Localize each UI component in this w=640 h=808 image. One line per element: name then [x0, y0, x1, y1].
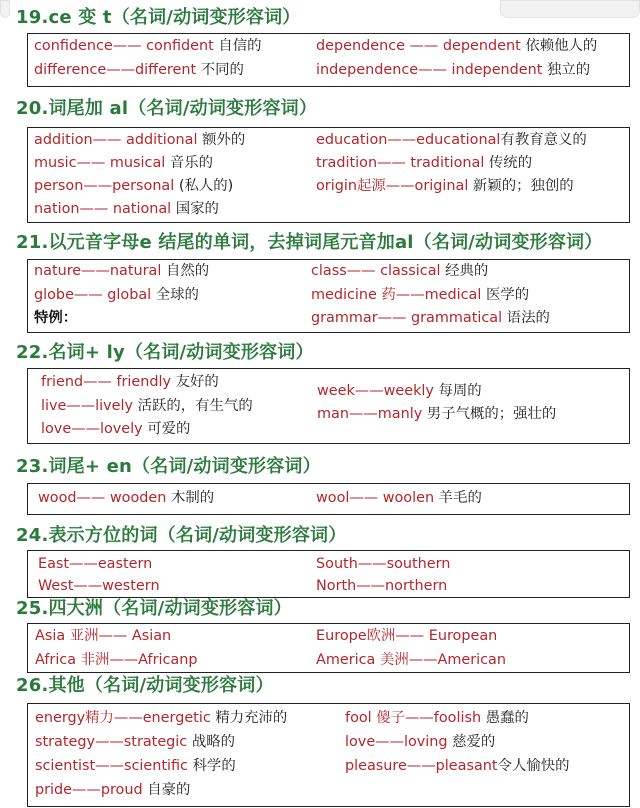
word-pair: confidence—— confident [34, 38, 214, 54]
list-item [345, 732, 495, 752]
word-pair: class—— classical [311, 263, 441, 279]
section-box [27, 623, 630, 673]
meaning: 传统的 [488, 155, 533, 171]
list-item [311, 285, 529, 305]
word-pair: globe—— global [34, 287, 152, 303]
list-item [34, 60, 244, 80]
meaning: 可爱的 [147, 421, 191, 437]
list-item [316, 488, 482, 508]
word-pair: pride——proud [35, 782, 143, 798]
meaning: 依赖他人的 [525, 38, 598, 54]
word-pair: music—— musical [34, 155, 166, 171]
meaning: 精力充沛的 [215, 710, 288, 726]
list-item [316, 36, 597, 56]
meaning: 语法的 [506, 310, 550, 326]
top-right-tab [500, 0, 640, 18]
meaning: 新颖的；独创的 [472, 178, 574, 194]
list-item [345, 708, 529, 728]
section-title: 20.词尾加 al（名词/动词变形容词） [16, 98, 318, 119]
list-item [317, 404, 556, 424]
list-item [316, 130, 587, 150]
section-title: 26.其他（名词/动词变形容词） [16, 675, 274, 696]
word-pair: wood—— wooden [38, 490, 167, 506]
word-pair: tradition—— traditional [316, 155, 485, 171]
special-label: 特例： [34, 310, 78, 326]
word-pair: Europe欧洲—— European [316, 628, 498, 644]
word-pair: live——lively [41, 398, 134, 414]
special-case-label [34, 308, 77, 328]
list-item [35, 650, 197, 670]
meaning: 每周的 [438, 383, 482, 399]
list-item [316, 576, 447, 596]
word-pair: scientist——scientific [35, 758, 188, 774]
list-item [311, 308, 550, 328]
meaning: 独立的 [547, 62, 591, 78]
meaning: 战略的 [191, 734, 235, 750]
meaning: 国家的 [175, 201, 219, 217]
list-item [316, 60, 590, 80]
meaning: 全球的 [155, 287, 199, 303]
word-pair: Africa 非洲——Africanp [35, 652, 198, 668]
list-item [35, 756, 236, 776]
word-pair: energy精力——energetic [35, 710, 211, 726]
section-box [27, 703, 630, 807]
meaning: 男子气概的；强壮的 [426, 406, 557, 422]
list-item [34, 176, 233, 196]
section-box [27, 259, 630, 333]
meaning: 不同的 [200, 62, 244, 78]
section-title: 24.表示方位的词（名词/动词变形容词） [16, 525, 347, 546]
meaning: 音乐的 [169, 155, 214, 171]
meaning: 慈爱的 [452, 734, 496, 750]
section-title: 23.词尾+ en（名词/动词变形容词） [16, 456, 321, 477]
word-pair: grammar—— grammatical [311, 310, 503, 326]
word-pair: dependence —— dependent [316, 38, 521, 54]
word-pair: pleasure——pleasant [345, 758, 498, 774]
section-title: 19.ce 变 t（名词/动词变形容词） [16, 7, 301, 28]
word-pair: origin起源——original [316, 178, 469, 194]
word-pair: nature——natural [34, 263, 162, 279]
section-box [27, 368, 630, 444]
meaning: 科学的 [192, 758, 236, 774]
list-item [41, 372, 219, 392]
section-box [27, 550, 630, 598]
meaning: 自信的 [218, 38, 262, 54]
meaning: 友好的 [175, 374, 219, 390]
word-pair: North——northern [316, 578, 448, 594]
word-pair: West——western [38, 578, 160, 594]
list-item [41, 419, 190, 439]
meaning: 愚蠢的 [485, 710, 529, 726]
word-pair: person——personal [34, 178, 175, 194]
meaning: 令人愉快的 [497, 758, 570, 774]
word-pair: love——lovely [41, 421, 143, 437]
list-item [345, 756, 570, 776]
list-item [34, 36, 262, 56]
word-pair: education——educational [316, 132, 501, 148]
list-item [34, 285, 199, 305]
list-item [35, 780, 190, 800]
word-pair: addition—— additional [34, 132, 198, 148]
word-pair: difference——different [34, 62, 197, 78]
list-item [34, 153, 213, 173]
section-box [27, 33, 630, 87]
meaning: 自豪的 [147, 782, 191, 798]
meaning: 经典的 [445, 263, 489, 279]
list-item [317, 381, 482, 401]
meaning: 自然的 [165, 263, 210, 279]
meaning: 羊毛的 [438, 490, 482, 506]
word-pair: independence—— independent [316, 62, 543, 78]
list-item [35, 732, 235, 752]
meaning: 活跃的，有生气的 [137, 398, 253, 414]
meaning: 木制的 [170, 490, 215, 506]
list-item [35, 626, 171, 646]
word-pair: friend—— friendly [41, 374, 172, 390]
list-item [316, 650, 506, 670]
word-pair: nation—— national [34, 201, 172, 217]
word-pair: fool 傻子——foolish [345, 710, 482, 726]
list-item [38, 554, 152, 574]
list-item [316, 153, 532, 173]
list-item [316, 554, 450, 574]
word-pair: Asia 亚洲—— Asian [35, 628, 172, 644]
section-title: 22.名词+ ly（名词/动词变形容词） [16, 342, 314, 363]
section-title: 21.以元音字母e 结尾的单词，去掉词尾元音加al（名词/动词变形容词） [16, 232, 603, 253]
word-pair: South——southern [316, 556, 451, 572]
word-pair: medicine 药——medical [311, 287, 482, 303]
section-title: 25.四大洲（名词/动词变形容词） [16, 598, 292, 619]
section-box [27, 483, 630, 515]
meaning: (私人的) [178, 178, 234, 194]
word-pair: East——eastern [38, 556, 153, 572]
list-item [34, 130, 245, 150]
meaning: 额外的 [202, 132, 246, 148]
word-pair: strategy——strategic [35, 734, 188, 750]
word-pair: wool—— woolen [316, 490, 435, 506]
list-item [38, 576, 160, 596]
top-left-tab [0, 0, 10, 18]
list-item [41, 396, 253, 416]
list-item [35, 708, 287, 728]
list-item [34, 261, 209, 281]
meaning: 有教育意义的 [500, 132, 587, 148]
meaning: 医学的 [485, 287, 530, 303]
list-item [316, 176, 574, 196]
word-pair: love——loving [345, 734, 448, 750]
word-pair: man——manly [317, 406, 423, 422]
list-item [34, 199, 219, 219]
list-item [316, 626, 497, 646]
section-box [27, 127, 630, 223]
word-pair: America 美洲——American [316, 652, 506, 668]
list-item [311, 261, 488, 281]
word-pair: week——weekly [317, 383, 434, 399]
list-item [38, 488, 214, 508]
